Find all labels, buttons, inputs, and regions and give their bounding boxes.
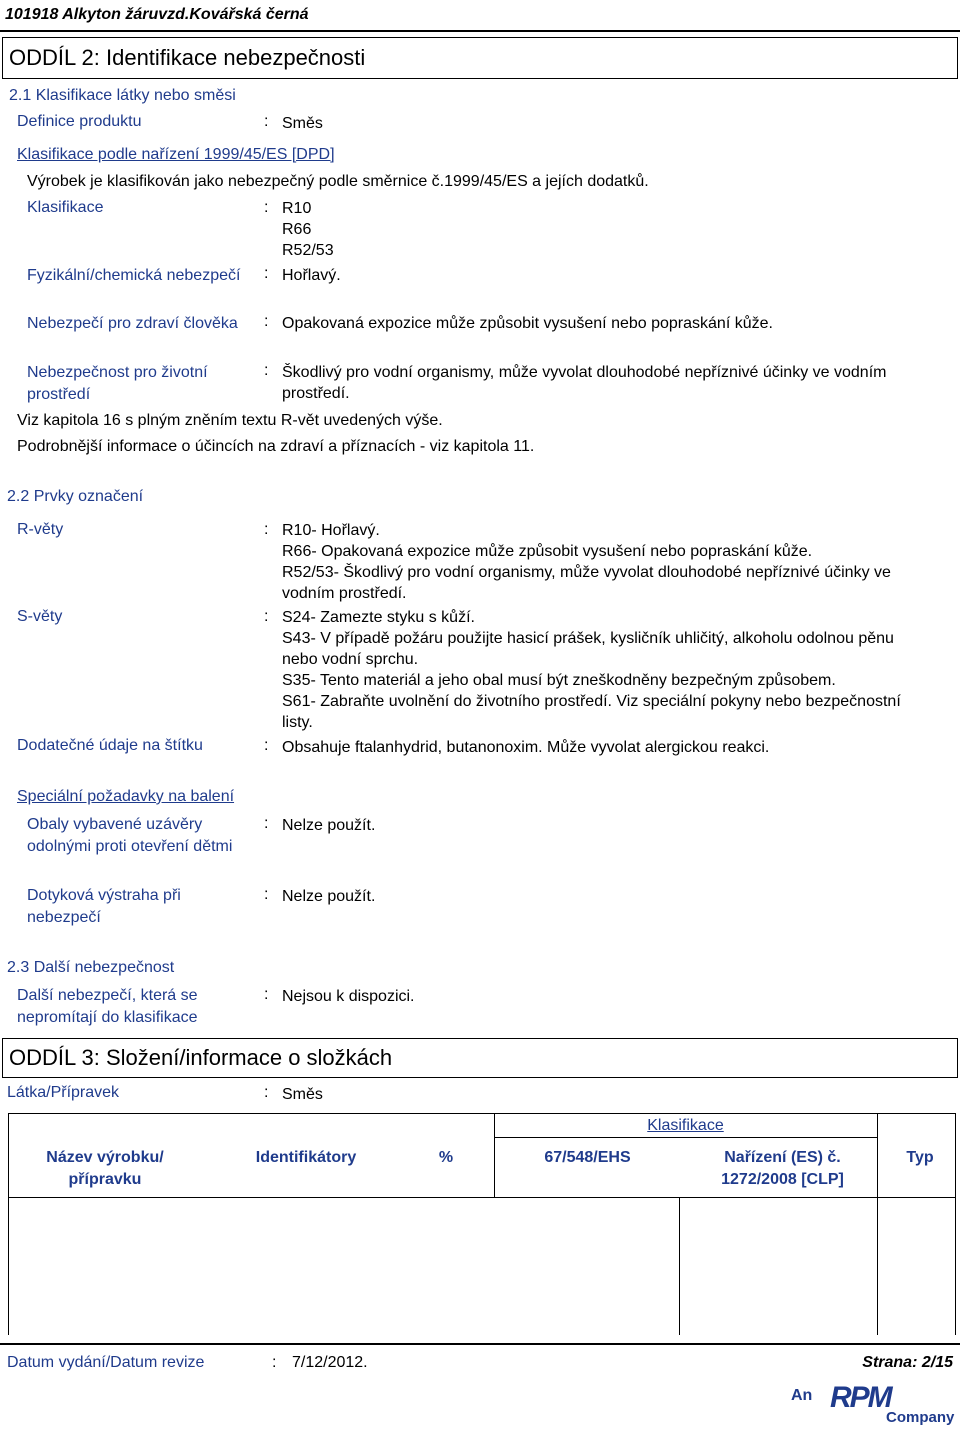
dotykova-label: Dotyková výstraha při nebezpečí [27, 887, 181, 926]
obaly-value: Nelze použít. [282, 817, 376, 834]
col-67-548-ehs: 67/548/EHS [544, 1149, 631, 1166]
datum-label: Datum vydání/Datum revize [7, 1354, 205, 1371]
sveta-item: S35- Tento materiál a jeho obal musí být zneškodněny bezpečným způsobem. [282, 672, 836, 689]
col-nazev: Název výrobku/ přípravku [46, 1149, 164, 1188]
dalsi-label: Další nebezpečí, která se nepromítají do klasifikace [17, 987, 198, 1026]
klasifikace-intro: Výrobek je klasifikován jako nebezpečný podle směrnice č.1999/45/ES a jejích dodatků. [27, 173, 649, 190]
svety-label: S-věty [17, 608, 63, 625]
subsection-2-3: 2.3 Další nebezpečnost [7, 959, 175, 976]
prostredi-label: Nebezpečnost pro životní prostředí [27, 364, 208, 403]
logo-an: An [791, 1387, 813, 1404]
dodatecne-label: Dodatečné údaje na štítku [17, 737, 203, 754]
prostredi-value: Škodlivý pro vodní organismy, může vyvolat dlouhodobé nepříznivé účinky ve vodním prostředí. [282, 364, 887, 402]
rveta-item: R66- Opakovaná expozice může způsobit vysušení nebo popraskání kůže. [282, 543, 813, 560]
zdravi-label: Nebezpečí pro zdraví člověka [27, 315, 238, 332]
klasifikace-dpd-title: Klasifikace podle nařízení 1999/45/ES [DPD] [17, 146, 335, 163]
latka-value: Směs [282, 1086, 323, 1103]
dotykova-value: Nelze použít. [282, 888, 376, 905]
page-number: Strana: 2/15 [862, 1354, 953, 1371]
col-procenta: % [438, 1149, 454, 1166]
klasifikace-values [282, 198, 334, 261]
colon: : [264, 113, 269, 130]
section3-title: ODDÍL 3: Složení/informace o složkách [9, 1045, 393, 1070]
sveta-item: S61- Zabraňte uvolnění do životního prostředí. Viz speciální pokyny nebo bezpečnostní listy. [282, 693, 901, 731]
viz-kapitola-16: Viz kapitola 16 s plným zněním textu R-vět uvedených výše. [17, 412, 443, 429]
zdravi-value: Opakovaná expozice může způsobit vysušení nebo popraskání kůže. [282, 315, 773, 332]
col-identifikatory: Identifikátory [255, 1149, 357, 1166]
rvety-label: R-věty [17, 521, 64, 538]
klasifikace-value: R66 [282, 221, 312, 238]
klasifikace-value: R10 [282, 200, 312, 217]
section2-header [2, 37, 958, 79]
klasifikace-value: R52/53 [282, 242, 334, 259]
subsection-2-2: 2.2 Prvky označení [7, 488, 144, 505]
dodatecne-value: Obsahuje ftalanhydrid, butanonoxim. Může vyvolat alergickou reakci. [282, 739, 770, 756]
rveta-item: R10- Hořlavý. [282, 522, 380, 539]
section2-title: ODDÍL 2: Identifikace nebezpečnosti [9, 45, 366, 70]
klasifikace-header: Klasifikace [647, 1117, 724, 1134]
latka-label: Látka/Přípravek [7, 1084, 120, 1101]
section3-header [2, 1038, 958, 1078]
rveta-item: R52/53- Škodlivý pro vodní organismy, může vyvolat dlouhodobé nepříznivé účinky ve vodním prostředí. [282, 564, 891, 602]
document-title: 101918 Alkyton žáruvzd.Kovářská černá [5, 6, 309, 23]
footer-rule [0, 1343, 960, 1345]
subsection-2-1: 2.1 Klasifikace látky nebo směsi [9, 87, 236, 104]
rvety-list [282, 520, 947, 604]
definice-value: Směs [282, 115, 323, 132]
col-typ: Typ [906, 1149, 934, 1166]
obaly-label: Obaly vybavené uzávěry odolnými proti otevření dětmi [27, 816, 233, 855]
sveta-item: S43- V případě požáru použijte hasicí prášek, kysličník uhličitý, alkoholu odolnou pěnu nebo vodní sprchu. [282, 630, 894, 668]
logo-rpm: RPM [830, 1381, 891, 1414]
definice-label: Definice produktu [17, 113, 142, 130]
datum-value: 7/12/2012. [292, 1354, 368, 1371]
logo-company: Company [886, 1409, 955, 1426]
specialni-pozadavky-title: Speciální požadavky na balení [17, 788, 235, 805]
klasifikace-label: Klasifikace [27, 199, 104, 216]
header-rule [0, 30, 960, 32]
fyz-label: Fyzikální/chemická nebezpečí [27, 267, 241, 284]
viz-kapitola-11: Podrobnější informace o účincích na zdraví a příznacích - viz kapitola 11. [17, 438, 535, 455]
fyz-value: Hořlavý. [282, 267, 341, 284]
svety-list [282, 607, 932, 733]
dalsi-value: Nejsou k dispozici. [282, 988, 415, 1005]
sveta-item: S24- Zamezte styku s kůží. [282, 609, 475, 626]
col-clp: Nařízení (ES) č. 1272/2008 [CLP] [721, 1149, 844, 1188]
rpm-logo [786, 1381, 960, 1427]
